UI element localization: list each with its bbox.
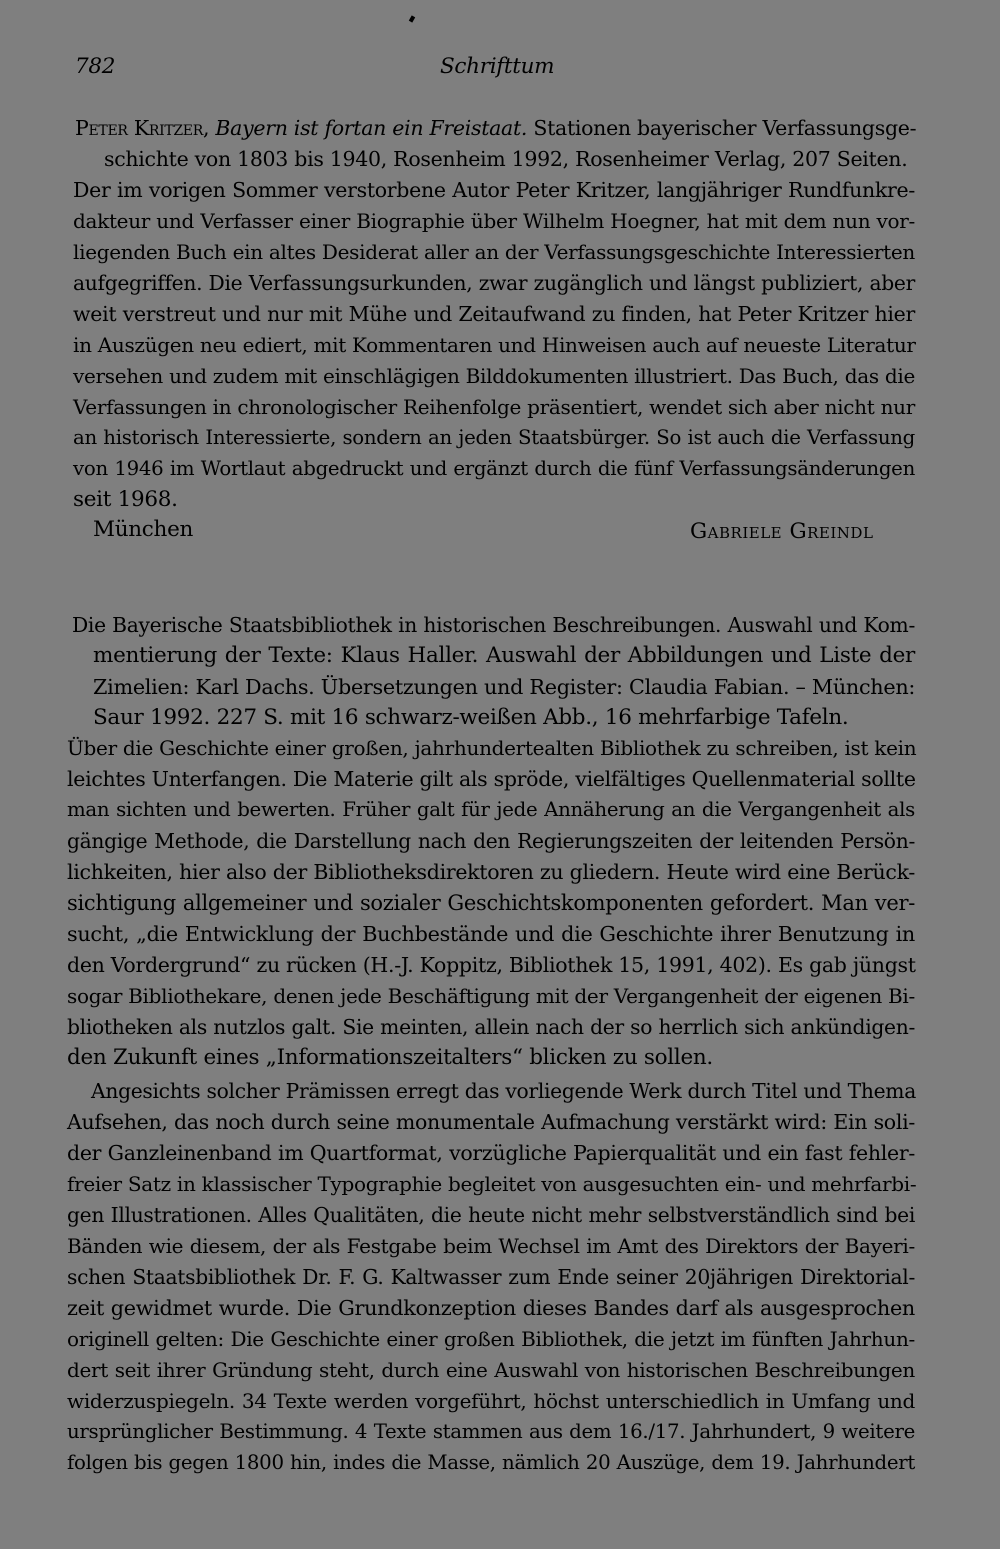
review2-para1-line: Über die Geschichte einer großen, jahrhundertealten Bibliothek zu schreiben, ist kein	[67, 736, 917, 760]
review2-citation-line: Zimelien: Karl Dachs. Übersetzungen und Register: Claudia Fabian. – München:	[93, 675, 916, 699]
review2-citation-line: Die Bayerische Staatsbibliothek in historischen Beschreibungen. Auswahl und Kom-	[72, 613, 915, 637]
review2-para2-line: der Ganzleinenband im Quartformat, vorzügliche Papierqualität und ein fast fehler-	[67, 1141, 915, 1165]
review2-para1-line: sichtigung allgemeiner und sozialer Geschichtskomponenten gefordert. Man ver-	[67, 891, 915, 915]
review2-para2-line: ursprünglicher Bestimmung. 4 Texte stammen aus dem 16./17. Jahrhundert, 9 weitere	[67, 1420, 915, 1443]
review1-place: München	[93, 517, 194, 542]
review2-para2-line: schen Staatsbibliothek Dr. F. G. Kaltwasser zum Ende seiner 20jährigen Direktorial-	[67, 1265, 915, 1289]
review2-para1-line: bliotheken als nutzlos galt. Sie meinten, allein nach der so herrlich sich ankündigen-	[67, 1015, 915, 1039]
review2-para2-line: freier Satz in klassischer Typographie begleitet von ausgesuchten ein- und mehrfarbi-	[67, 1172, 917, 1196]
review2-para1-line: leichtes Unterfangen. Die Materie gilt als spröde, vielfältiges Quellenmaterial sollte	[67, 767, 916, 791]
review2-para2-line: folgen bis gegen 1800 hin, indes die Masse, nämlich 20 Auszüge, dem 19. Jahrhundert	[67, 1451, 915, 1474]
review1-citation-line-1	[75, 113, 915, 143]
page-number: 782	[75, 54, 116, 79]
review2-para2-line: widerzuspiegeln. 34 Texte werden vorgeführt, höchst unterschiedlich in Umfang und	[67, 1389, 915, 1413]
review1-author: Peter Kritzer,	[75, 116, 210, 140]
review1-title: Bayern ist fortan ein Freistaat.	[215, 116, 528, 140]
review2-para1-line: den Zukunft eines „Informationszeitalters“ blicken zu sollen.	[67, 1045, 713, 1070]
review1-citation-line: schichte von 1803 bis 1940, Rosenheim 1992, Rosenheimer Verlag, 207 Seiten.	[104, 147, 908, 171]
review1-body-line: dakteur und Verfasser einer Biographie über Wilhelm Hoegner, hat mit dem nun vor-	[73, 209, 915, 233]
running-title: Schrifttum	[440, 54, 555, 79]
review2-para2-line: Aufsehen, das noch durch seine monumentale Aufmachung verstärkt wird: Ein soli-	[67, 1110, 915, 1134]
review1-body-line: seit 1968.	[73, 487, 178, 512]
review2-para1-line: sogar Bibliothekare, denen jede Beschäftigung mit der Vergangenheit der eigenen Bi-	[67, 984, 915, 1008]
review1-body-line: an historisch Interessierte, sondern an jeden Staatsbürger. So ist auch die Verfassung	[73, 426, 915, 449]
review2-para2-line: Bänden wie diesem, der als Festgabe beim Wechsel im Amt des Direktors der Bayeri-	[67, 1234, 915, 1258]
review2-para2-line: Angesichts solcher Prämissen erregt das vorliegende Werk durch Titel und Thema	[91, 1079, 916, 1103]
ink-speck	[409, 15, 415, 22]
review1-citation-rest: Stationen bayerischer Verfassungsge-	[533, 116, 917, 140]
review2-citation-line: Saur 1992. 227 S. mit 16 schwarz-weißen Abb., 16 mehrfarbige Tafeln.	[93, 705, 849, 730]
review1-body-line: Verfassungen in chronologischer Reihenfolge präsentiert, wendet sich aber nicht nur	[73, 395, 915, 419]
review1-body-line: versehen und zudem mit einschlägigen Bilddokumenten illustriert. Das Buch, das die	[73, 364, 915, 388]
review2-para1-line: den Vordergrund“ zu rücken (H.-J. Koppitz, Bibliothek 15, 1991, 402). Es gab jüngst	[67, 953, 916, 977]
review2-para2-line: dert seit ihrer Gründung steht, durch eine Auswahl von historischen Beschreibungen	[67, 1358, 915, 1382]
review1-reviewer: Gabriele Greindl	[690, 519, 874, 544]
review1-body-line: aufgegriffen. Die Verfassungsurkunden, zwar zugänglich und längst publiziert, aber	[73, 271, 915, 295]
review2-para1-line: gängige Methode, die Darstellung nach den Regierungszeiten der leitenden Persön-	[67, 829, 915, 853]
review2-para2-line: gen Illustrationen. Alles Qualitäten, die heute nicht mehr selbstverständlich sind bei	[67, 1203, 915, 1227]
review2-para1-line: man sichten und bewerten. Früher galt für jede Annäherung an die Vergangenheit als	[67, 798, 915, 821]
review2-para1-line: lichkeiten, hier also der Bibliotheksdirektoren zu gliedern. Heute wird eine Berück-	[67, 860, 915, 884]
review1-body-line: weit verstreut und nur mit Mühe und Zeitaufwand zu finden, hat Peter Kritzer hier	[73, 302, 915, 326]
review2-para2-line: originell gelten: Die Geschichte einer großen Bibliothek, die jetzt im fünften Jahrhun-	[67, 1327, 915, 1351]
review1-body-line: von 1946 im Wortlaut abgedruckt und ergänzt durch die fünf Verfassungsänderungen	[73, 457, 915, 480]
review1-body-line: liegenden Buch ein altes Desiderat aller an der Verfassungsgeschichte Interessierten	[73, 240, 915, 264]
review2-para1-line: sucht, „die Entwicklung der Buchbestände und die Geschichte ihrer Benutzung in	[67, 922, 915, 946]
review2-para2-line: zeit gewidmet wurde. Die Grundkonzeption dieses Bandes darf als ausgesprochen	[67, 1296, 915, 1320]
review1-body-line: in Auszügen neu ediert, mit Kommentaren und Hinweisen auch auf neueste Literatur	[73, 333, 916, 357]
review1-body-line: Der im vorigen Sommer verstorbene Autor Peter Kritzer, langjähriger Rundfunkre-	[73, 178, 915, 202]
review2-citation-line: mentierung der Texte: Klaus Haller. Auswahl der Abbildungen und Liste der	[93, 643, 915, 668]
